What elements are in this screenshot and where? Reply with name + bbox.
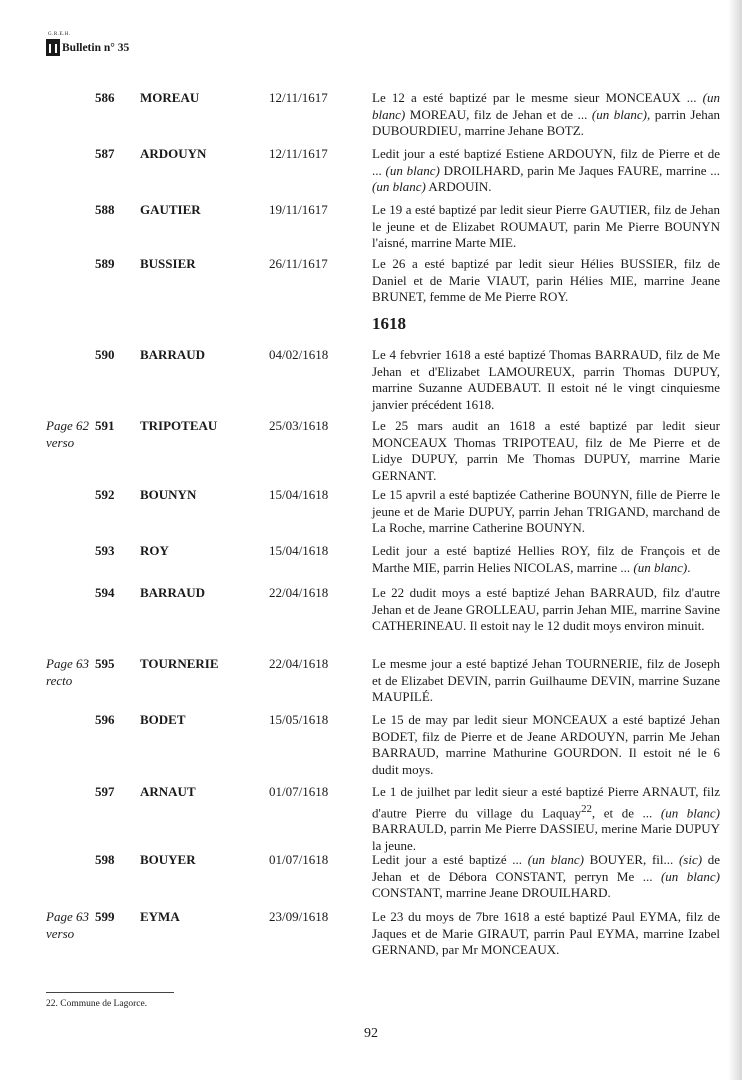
entry-surname: TRIPOTEAU	[140, 418, 218, 433]
entry-number: 599	[95, 909, 115, 924]
entry-surname: ROY	[140, 543, 169, 558]
page-number: 92	[364, 1026, 378, 1041]
entry-number: 589	[95, 256, 115, 271]
page-reference: Page 63 verso	[46, 909, 89, 941]
entry-date: 15/04/1618	[269, 487, 329, 502]
entry-date: 26/11/1617	[269, 256, 328, 271]
entry-text: Le mesme jour a esté baptizé Jehan TOURNERIE, filz de Joseph et de Elizabet DEVIN, parrin Guilhaume DEVIN, marrine Suzane MAUPILÉ.	[372, 656, 720, 704]
entry-date: 15/04/1618	[269, 543, 329, 558]
entry-text: Ledit jour a esté baptizé Estiene ARDOUYN, filz de Pierre et de ... (un blanc) DROILHARD, parin Me Jaques FAURE, marrine ... (un blanc) ARDOUIN.	[372, 146, 721, 194]
footnote-divider	[46, 992, 174, 993]
entry-number: 588	[95, 202, 115, 217]
page-reference: Page 63 recto	[46, 656, 89, 688]
page-reference: Page 62 verso	[46, 418, 89, 450]
entry-number: 596	[95, 712, 115, 727]
entry-text: Le 15 apvril a esté baptizée Catherine BOUNYN, fille de Pierre le jeune et de Marie DUPUY, parrin Jehan TRIGAND, marchand de La Roche, marrine Catherine BOUNYN.	[372, 487, 720, 535]
entry-number: 586	[95, 90, 115, 105]
entry-date: 01/07/1618	[269, 784, 329, 799]
entry-number: 590	[95, 347, 115, 362]
entry-date: 22/04/1618	[269, 585, 329, 600]
entry-number: 593	[95, 543, 115, 558]
entry-text: Le 23 du moys de 7bre 1618 a esté baptizé Paul EYMA, filz de Jaques et de Marie GIRAUT, parrin Paul EYMA, marrine Izabel GERNAND, par Mr MONCEAUX.	[372, 909, 720, 957]
entry-number: 587	[95, 146, 115, 161]
entry-text: Le 26 a esté baptizé par ledit sieur Hélies BUSSIER, filz de Daniel et de Marie VIAUT, parin Hélies MIE, marrine Jeane BRUNET, femme de Me Pierre ROY.	[372, 256, 720, 304]
entry-date: 22/04/1618	[269, 656, 329, 671]
entry-surname: BARRAUD	[140, 585, 205, 600]
entry-date: 15/05/1618	[269, 712, 329, 727]
bulletin-label: Bulletin n° 35	[62, 41, 130, 54]
entry-surname: GAUTIER	[140, 202, 201, 217]
year-heading: 1618	[372, 314, 406, 333]
entry-date: 25/03/1618	[269, 418, 329, 433]
entry-text: Le 25 mars audit an 1618 a esté baptizé par ledit sieur MONCEAUX Thomas TRIPOTEAU, filz de Me Pierre et de Lidye DUPUY, parrin Me Thomas DUPUY, marrine Marie GERNANT.	[372, 418, 720, 483]
entry-text: Le 4 febvrier 1618 a esté baptizé Thomas BARRAUD, filz de Me Jehan et d'Elizabet LAMOUREUX, parrin Thomas DUPUY, marrine Suzanne AUDEBAUT. Il estoit né le vingt cinquiesme janvier précédent 1618.	[372, 347, 720, 412]
footnote: 22. Commune de Lagorce.	[46, 999, 148, 1009]
entry-surname: MOREAU	[140, 90, 200, 105]
entry-text: Le 15 de may par ledit sieur MONCEAUX a esté baptizé Jehan BODET, filz de Pierre et de Jeane ARDOUYN, parrin Me Jehan BARRAUD, marrine Mathurine GOURDON. Il estoit né le 6 dudit moys.	[372, 712, 720, 777]
entry-text: Ledit jour a esté baptizé Hellies ROY, filz de François et de Marthe MIE, parrin Helies NICOLAS, marrine ... (un blanc).	[372, 543, 720, 575]
logo-small-text: G.R.E.H.	[48, 32, 71, 37]
entry-number: 598	[95, 852, 115, 867]
page-edge-shadow	[728, 0, 742, 1080]
entry-surname: BODET	[140, 712, 186, 727]
entry-surname: ARNAUT	[140, 784, 196, 799]
entry-text: Le 1 de juilhet par ledit sieur a esté baptizé Pierre ARNAUT, filz d'autre Pierre du village du Laquay$^{22}$, et de ... (un blanc) BARRAULD, parrin Me Pierre DASSIEU, merine Marie DUPUY la jeune.	[372, 784, 720, 853]
entry-text: Le 22 dudit moys a esté baptizé Jehan BARRAUD, filz d'autre Jehan et de Jeane GROLLEAU, parrin Jehan MIE, marrine Savine CATHERINEAU. Il estoit nay le 12 dudit moys environ minuit.	[372, 585, 720, 633]
entry-date: 23/09/1618	[269, 909, 329, 924]
entry-number: 597	[95, 784, 115, 799]
entry-surname: BUSSIER	[140, 256, 196, 271]
entry-surname: BARRAUD	[140, 347, 205, 362]
entry-number: 595	[95, 656, 115, 671]
entry-surname: TOURNERIE	[140, 656, 219, 671]
entry-number: 594	[95, 585, 115, 600]
entry-text: Le 19 a esté baptizé par ledit sieur Pierre GAUTIER, filz de Jehan le jeune et de Elizabet ROUMAUT, parin Me Pierre BOUNYN l'aisné, marrine Marte MIE.	[372, 202, 720, 250]
bulletin-heading	[46, 39, 129, 56]
entry-surname: BOUYER	[140, 852, 196, 867]
entry-surname: EYMA	[140, 909, 180, 924]
page-header	[46, 32, 129, 56]
entry-date: 12/11/1617	[269, 146, 328, 161]
entry-text: Le 12 a esté baptizé par le mesme sieur MONCEAUX ... (un blanc) MOREAU, filz de Jehan et de ... (un blanc), parrin Jehan DUBOURDIEU, marrine Jehane BOTZ.	[372, 90, 721, 138]
entry-surname: ARDOUYN	[140, 146, 207, 161]
entry-number: 592	[95, 487, 115, 502]
entry-date: 04/02/1618	[269, 347, 329, 362]
entry-date: 01/07/1618	[269, 852, 329, 867]
entry-date: 19/11/1617	[269, 202, 328, 217]
entry-surname: BOUNYN	[140, 487, 197, 502]
society-logo-icon	[46, 39, 60, 56]
entry-number: 591	[95, 418, 115, 433]
entry-text: Ledit jour a esté baptizé ... (un blanc) BOUYER, fil... (sic) de Jehan et de Débora CONSTANT, perryn Me ... (un blanc) CONSTANT, marrine Jeane DROUILHARD.	[372, 852, 721, 900]
entry-date: 12/11/1617	[269, 90, 328, 105]
